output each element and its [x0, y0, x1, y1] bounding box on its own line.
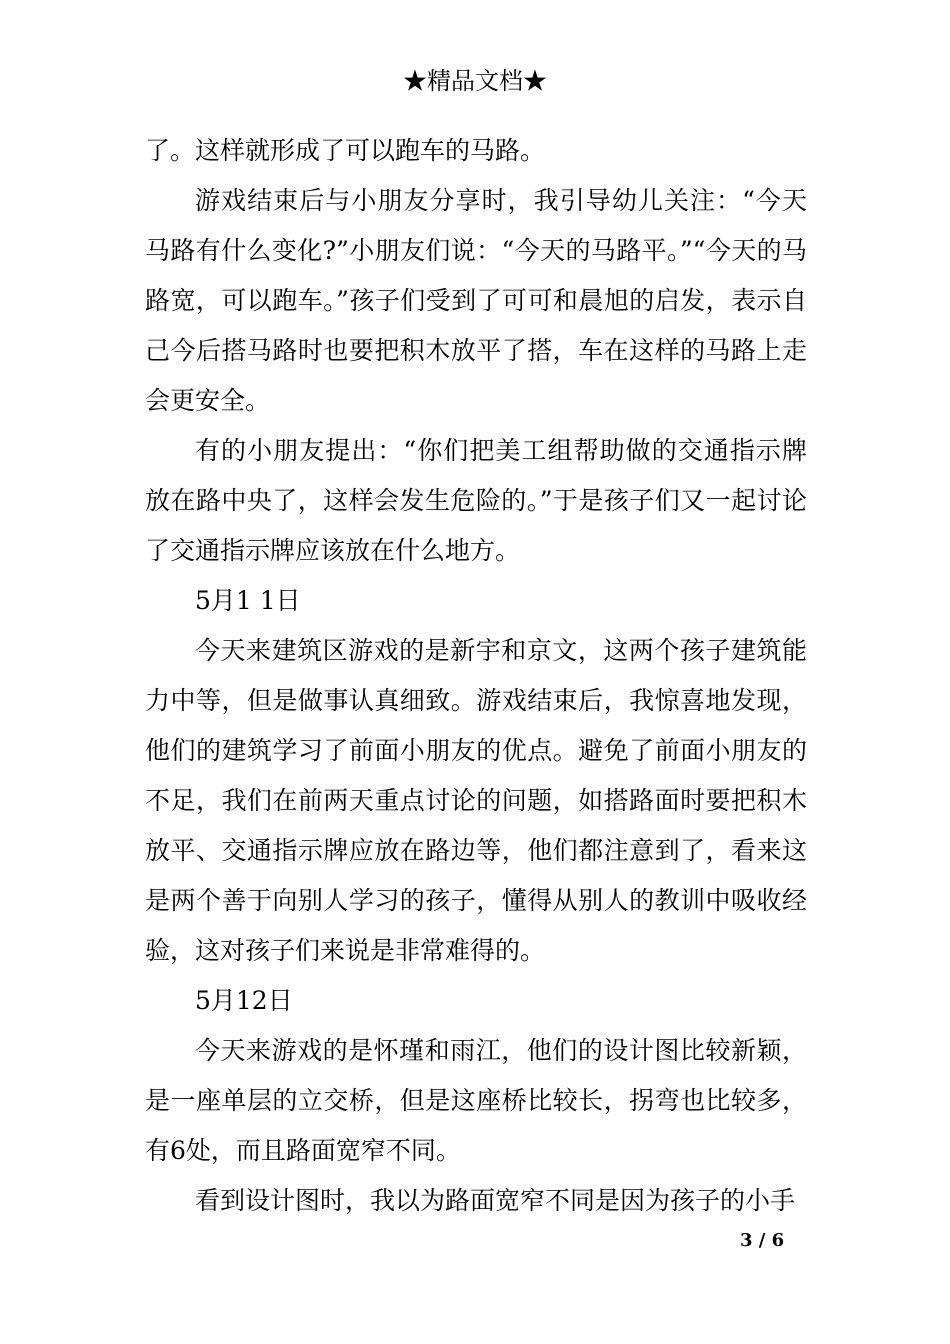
paragraph: 有的小朋友提出：“你们把美工组帮助做的交通指示牌放在路中央了，这样会发生危险的。”于是孩子们又一起讨论了交通指示牌应该放在什么地方。: [145, 436, 807, 565]
page-number: 3 / 6: [740, 1230, 785, 1251]
document-body: [145, 126, 807, 1226]
date-heading: 5月1 1日: [195, 586, 301, 615]
date-heading: 5月12日: [195, 986, 293, 1015]
paragraph-continuation: 了。这样就形成了可以跑车的马路。: [145, 136, 546, 165]
paragraph: 今天来游戏的是怀瑾和雨江，他们的设计图比较新颖，是一座单层的立交桥，但是这座桥比较长，拐弯也比较多，有6处，而且路面宽窄不同。: [145, 1036, 807, 1165]
paragraph: 看到设计图时，我以为路面宽窄不同是因为孩子的小手: [195, 1186, 796, 1215]
paragraph: 今天来建筑区游戏的是新宇和京文，这两个孩子建筑能力中等，但是做事认真细致。游戏结束后，我惊喜地发现，他们的建筑学习了前面小朋友的优点。避免了前面小朋友的不足，我们在前两天重点讨论的问题，如搭路面时要把积木放平、交通指示牌应放在路边等，他们都注意到了，看来这是两个善于向别人学习的孩子，懂得从别人的教训中吸收经验，这对孩子们来说是非常难得的。: [145, 636, 807, 965]
page-header-title: ★精品文档★: [403, 67, 547, 95]
paragraph: 游戏结束后与小朋友分享时，我引导幼儿关注：“今天马路有什么变化?”小朋友们说：“今天的马路平。”“今天的马路宽，可以跑车。”孩子们受到了可可和晨旭的启发，表示自己今后搭马路时也要把积木放平了搭，车在这样的马路上走会更安全。: [145, 186, 807, 415]
